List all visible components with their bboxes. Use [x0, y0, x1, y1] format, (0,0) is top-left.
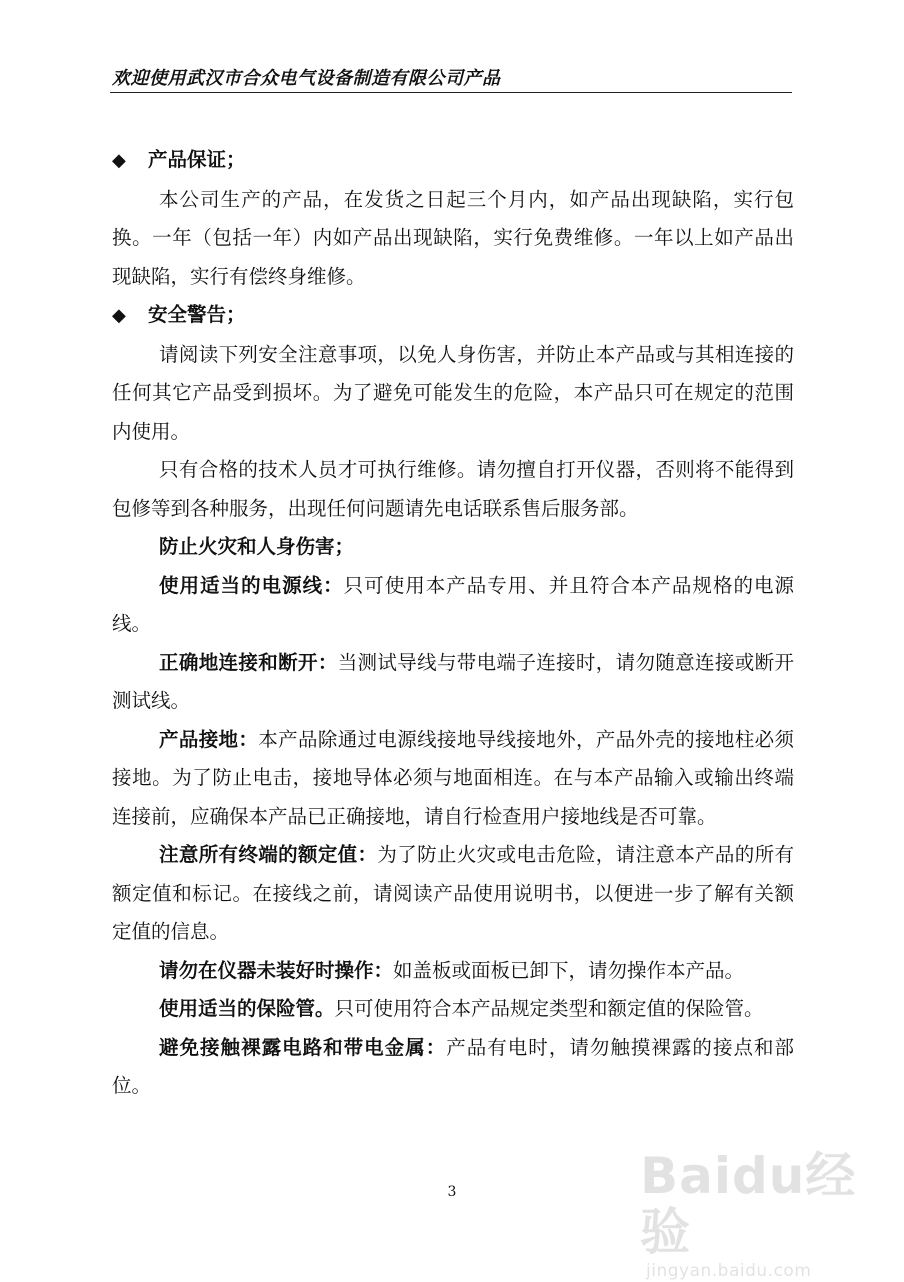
safety-item-label: 正确地连接和断开：: [159, 650, 338, 674]
safety-item: [112, 721, 794, 837]
safety-item-label: 使用适当的电源线：: [159, 573, 344, 597]
diamond-bullet-icon: ◆: [112, 305, 126, 326]
safety-item-label: 注意所有终端的额定值：: [159, 843, 378, 866]
safety-paragraph-1: 请阅读下列安全注意事项，以免人身伤害，并防止本产品或与其相连接的任何其它产品受到损坏。为了避免可能发生的危险，本产品只可在规定的范围内使用。: [112, 342, 794, 443]
page-header-title: 欢迎使用武汉市合众电气设备制造有限公司产品: [112, 68, 501, 89]
safety-heading: [112, 296, 794, 336]
safety-item-label: 产品接地：: [159, 727, 259, 751]
safety-item: [112, 567, 794, 644]
safety-item: [112, 952, 794, 991]
warranty-paragraph: 本公司生产的产品，在发货之日起三个月内，如产品出现缺陷，实行包换。一年（包括一年）内如产品出现缺陷，实行免费维修。一年以上如产品出现缺陷，实行有偿终身维修。: [112, 187, 794, 288]
fire-injury-subheading: 防止火灾和人身伤害；: [159, 535, 355, 558]
safety-heading-text: 安全警告；: [148, 303, 246, 326]
safety-item-text: 为了防止火灾或电击危险，请注意本产品的所有额定值和标记。在接线之前，请阅读产品使用说明书，以便进一步了解有关额定值的信息。: [112, 843, 794, 943]
safety-item-text: 只可使用符合本产品规定类型和额定值的保险管。: [334, 997, 764, 1020]
safety-item-text: 本产品除通过电源线接地导线接地外，产品外壳的接地柱必须接地。为了防止电击，接地导体必须与地面相连。在与本产品输入或输出终端连接前，应确保本产品已正确接地，请自行检查用户接地线是否可靠。: [112, 727, 794, 828]
warranty-heading: [112, 141, 794, 181]
safety-item: [112, 644, 794, 721]
safety-item-text: 当测试导线与带电端子连接时，请勿随意连接或断开测试线。: [112, 650, 794, 712]
baidu-jingyan-watermark: [640, 1147, 870, 1281]
safety-item: [112, 990, 794, 1029]
safety-item-text: 只可使用本产品专用、并且符合本产品规格的电源线。: [112, 573, 794, 635]
diamond-bullet-icon: ◆: [112, 150, 126, 171]
safety-item: [112, 836, 794, 952]
safety-item-label: 使用适当的保险管。: [159, 997, 335, 1020]
safety-paragraph-2: 只有合格的技术人员才可执行维修。请勿擅自打开仪器，否则将不能得到包修等到各种服务，出现任何问题请先电话联系售后服务部。: [112, 458, 794, 520]
header-rule: [110, 92, 792, 93]
safety-item-label: 避免接触裸露电路和带电金属：: [159, 1035, 447, 1059]
safety-item-label: 请勿在仪器未装好时操作：: [159, 958, 394, 982]
document-body: [112, 141, 794, 1106]
warranty-heading-text: 产品保证；: [148, 148, 246, 171]
watermark-logo: Baidu经验: [640, 1147, 857, 1261]
safety-item-text: 产品有电时，请勿触摸裸露的接点和部位。: [112, 1035, 794, 1097]
safety-item-text: 如盖板或面板已卸下，请勿操作本产品。: [393, 958, 745, 982]
watermark-site: jingyan.baidu.com: [646, 1261, 812, 1281]
safety-item: [112, 1029, 794, 1106]
page-number: 3: [447, 1184, 457, 1200]
